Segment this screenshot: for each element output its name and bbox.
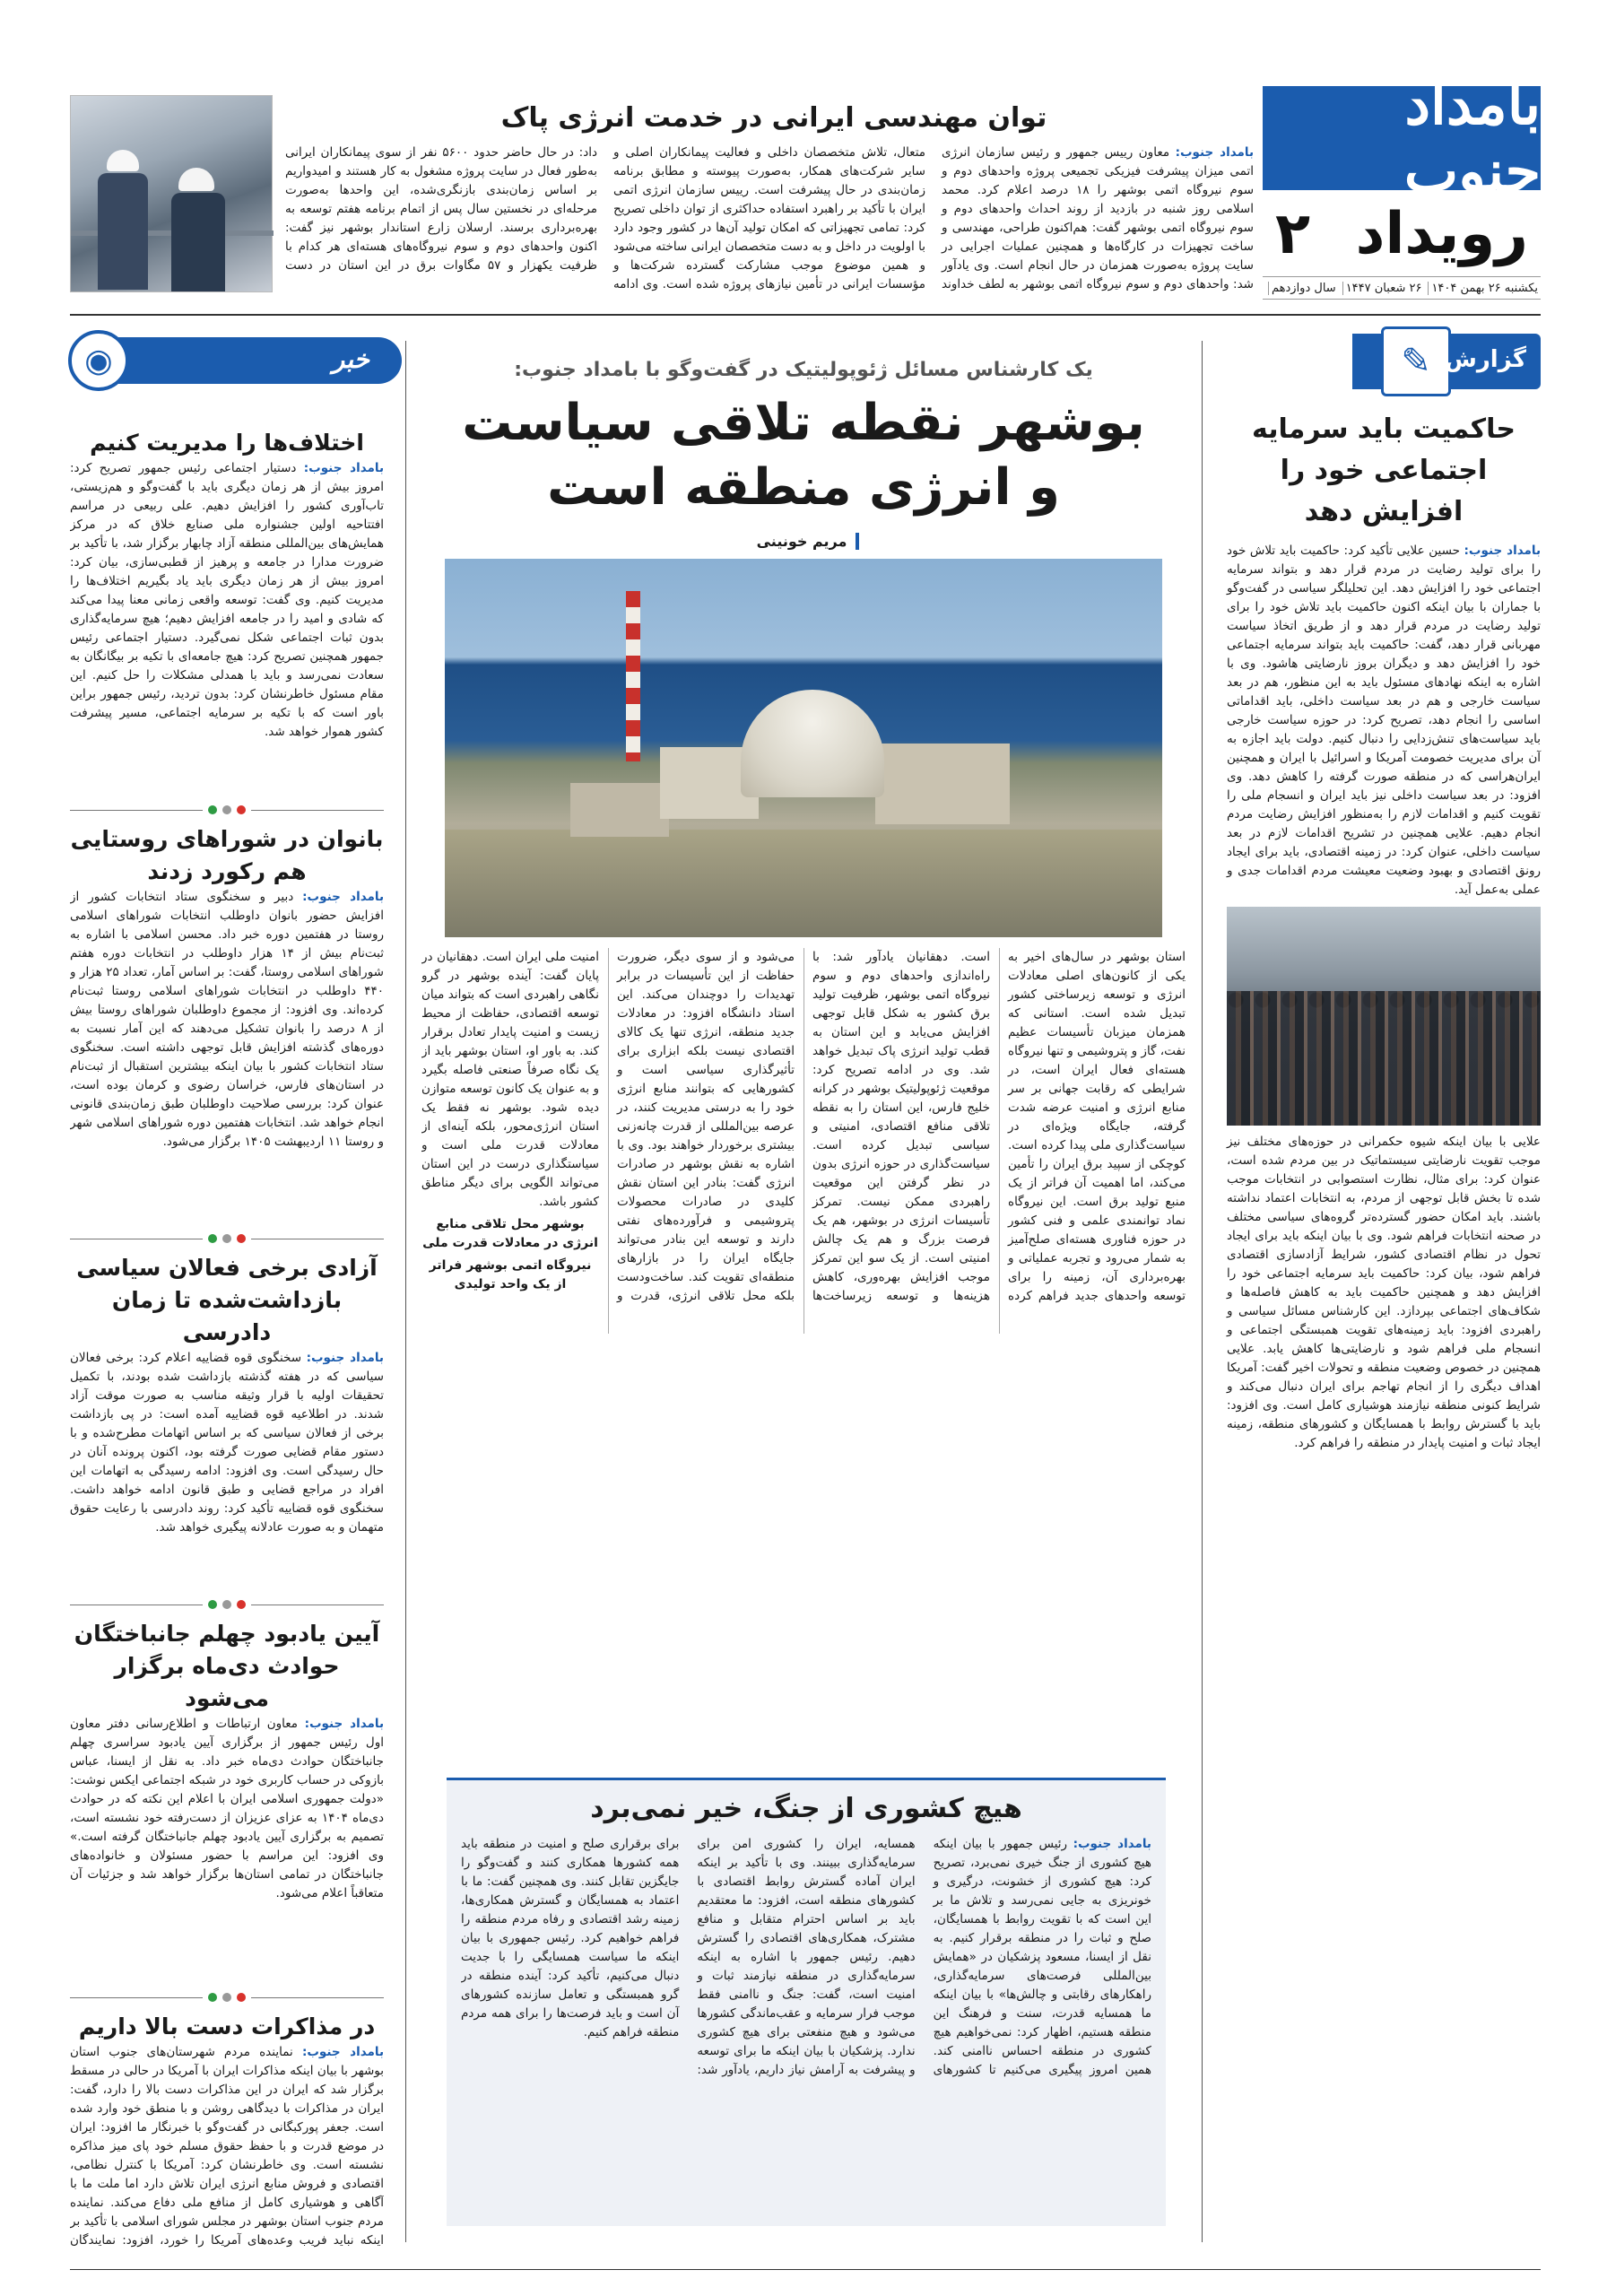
news-text-5: نماینده مردم شهرستان‌های جنوب استان بوشهر با بیان اینکه مذاکرات ایران با آمریکا در حالی در مسقط برگزار شد که ایران در این مذاکرات دست بالا را دارد، گفت: ایران در مذاکرات با دیدگاهی روشن و با منطق خود وارد شده است. جعفر پورکبگانی در گفت‌وگو با خبرنگار ما افزود: ایران در موضع قدرت و با حفظ حقوق مسلم خود پای میز مذاکره نشسته است. وی خاطرنشان کرد: آمریکا با کنترل نظامی، اقتصادی و فروش منابع انرژی ایران تلاش دارد اما ملت ما با آگاهی و هوشیاری کامل از منافع ملی دفاع می‌کند. نماینده مردم جنوب استان بوشهر در مجلس شورای اسلامی با تأکید بر اینکه نباید فریب وعده‌های آمریکا را خورد، افزود: نمایندگان (70, 2045, 384, 2248)
reactor-dome-graphic (741, 690, 884, 797)
news-label: خبر (332, 344, 369, 374)
report-column (1227, 409, 1541, 1453)
section-name: رویداد (1355, 201, 1528, 267)
header-divider (70, 314, 1541, 316)
news-lead-2: بامداد جنوب: (302, 890, 384, 904)
news-text-2: دبیر و سخنگوی ستاد انتخابات کشور از افزایش حضور بانوان داوطلب انتخابات شوراهای اسلامی روستا در هفتمین دوره خبر داد. محسن اسلامی با اشاره به ثبت‌نام بیش از ۱۴ هزار داوطلب در انتخابات دوره هفتم شوراهای اسلامی روستا، گفت: بر اساس آمار، تعداد ۲۵ هزار و ۴۴۰ داوطلب در انتخابات شوراهای اسلامی روستا ثبت‌نام کرده‌اند. وی افزود: از مجموع داوطلبان شوراهای روستا بیش از ۸ درصد را بانوان تشکیل می‌دهند که این آمار نسبت به دوره‌های گذشته افزایش قابل توجهی داشته است. سخنگوی ستاد انتخابات کشور با بیان اینکه بیشترین استقبال از ثبت‌نام در استان‌های فارس، خراسان رضوی و کرمان بوده است، عنوان کرد: بررسی صلاحیت داوطلبان طبق زمان‌بندی قانونی انجام خواهد شد. انتخابات هفتمین دوره شوراهای اسلامی شهر و روستا ۱۱ اردیبهشت ۱۴۰۵ برگزار می‌شود. (70, 890, 384, 1149)
boxed-story-lead: بامداد جنوب: (1073, 1837, 1151, 1851)
news-body-4 (70, 1715, 384, 1984)
volume-year: سال دوازدهم (1268, 282, 1339, 295)
report-badge (1352, 334, 1541, 389)
news-lead-1: بامداد جنوب: (303, 461, 384, 475)
news-lead-4: بامداد جنوب: (304, 1717, 384, 1731)
news-text-3: سخنگوی قوه قضاییه اعلام کرد: برخی فعالان سیاسی که در هفته گذشته بازداشت شده بودند، با تکمیل تحقیقات اولیه با قرار وثیقه مناسب به صورت موقت آزاد شدند. در اطلاعیه قوه قضاییه آمده است: در پی بازداشت برخی از فعالان سیاسی که بر اساس اتهامات مطرح‌شده و با دستور مقام قضایی صورت گرفته بود، اکنون پرونده آنان در حال رسیدگی است. وی افزود: ادامه رسیدگی به اتهامات این افراد در مراجع قضایی و طبق قانون ادامه خواهد داشت. سخنگوی قوه قضاییه تأکید کرد: روند دادرسی با رعایت حقوق متهمان و به صورت عادلانه پیگیری خواهد شد. (70, 1351, 384, 1535)
news-title-4[interactable]: آیین یادبود چهلم جانباختگان حوادث دی‌ماه برگزار می‌شود (74, 1621, 380, 1711)
page-number: ۲ (1275, 201, 1311, 267)
top-story-lead: بامداد جنوب: (1175, 145, 1254, 160)
top-story-title[interactable]: توان مهندسی ایرانی در خدمت انرژی پاک (500, 102, 1047, 134)
news-lead-3: بامداد جنوب: (306, 1351, 384, 1365)
section-separator (70, 802, 384, 818)
report-body-1 (1227, 542, 1541, 900)
section-separator (70, 1231, 384, 1247)
column-rule-right (1202, 341, 1203, 2242)
column-rule-left (405, 341, 406, 2242)
boxed-story-body (461, 1835, 1151, 2212)
feature-subhead-2: نیروگاه اتمی بوشهر فراتر از یک واحد تولیدی (429, 1258, 592, 1292)
headline-line-1: بوشهر نقطه تلاقی سیاست (462, 394, 1145, 452)
report-label: گزارش (1444, 346, 1526, 373)
report-body-2: علایی با بیان اینکه شیوه حکمرانی در حوزه‌های مختلف نیز موجب تقویت نارضایتی سیستماتیک در بین مردم شده است، عنوان کرد: برای مثال، نظارت استصوابی در انتخابات موجب شده تا بخش قابل توجهی از مردم، به انتخابات اعتماد نداشته باشند. باید امکان حضور گسترده‌تر گروه‌های سیاسی مختلف در صحنه انتخابات فراهم شود. وی با بیان اینکه باید برای ایجاد تحول در نظام اقتصادی کشور، شرایط آزادسازی اقتصادی فراهم شود، بیان کرد: حاکمیت باید سرمایه اجتماعی خود را افزایش دهد و همچنین حاکمیت باید به کاهش فاصله‌ها و شکاف‌های اجتماعی بپردازد. این کارشناس مسائل سیاسی و راهبردی افزود: باید زمینه‌های تقویت همبستگی اجتماعی و انسجام ملی فراهم شود و نارضایتی‌ها کاهش یابد. علایی همچنین در خصوص وضعیت منطقه و تحولات اخیر گفت: آمریکا اهداف دیگری را از انجام تهاجم برای ایران دنبال می‌کند و شرایط کنونی منطقه نیازمند هوشیاری کامل است. وی افزود: باید با گسترش روابط با همسایگان و کشورهای منطقه، زمینه ایجاد ثبات و امنیت پایدار در منطقه را فراهم کرد. (1227, 1135, 1541, 1450)
chimney-graphic (626, 591, 640, 761)
news-body-1 (70, 459, 384, 796)
report-lead: بامداد جنوب: (1464, 544, 1542, 558)
section-separator (70, 1989, 384, 2005)
boxed-story-title[interactable]: هیچ کشوری از جنگ، خیر نمی‌برد (590, 1793, 1022, 1824)
feature-headline[interactable] (421, 391, 1186, 520)
feature-article (421, 359, 1186, 1334)
feature-body (421, 948, 1186, 1334)
news-text-4: معاون ارتباطات و اطلاع‌رسانی دفتر معاون اول رئیس جمهور از برگزاری آیین یادبود سراسری چهلم جانباختگان حوادث دی‌ماه خبر داد. به نقل از ایسنا، عباس بازوکی در حساب کاربری خود در شبکه اجتماعی ایکس نوشت: «دولت جمهوری اسلامی ایران با اعلام این نکته که در حوادث دی‌ماه ۱۴۰۴ به عزای عزیزان از دست‌رفته خود نشسته است، تصمیم به برگزاری آیین یادبود چهلم جانباختگان گرفته است.» وی افزود: این مراسم با حضور مسئولان و خانواده‌های جانباختگان در تمامی استان‌ها برگزار خواهد شد و جزئیات آن متعاقباً اعلام می‌شود. (70, 1717, 384, 1900)
top-story-body: معاون رییس جمهور و رئیس سازمان انرژی اتمی میزان پیشرفت فیزیکی تجمیعی پروژه واحدهای دوم و سوم نیروگاه اتمی بوشهر را ۱۸ درصد اعلام کرد. محمد اسلامی روز شنبه در بازدید از روند احداث واحدهای دوم و سوم نیروگاه اتمی بوشهر گفت: هم‌اکنون طراحی، مهندسی و ساخت تجهیزات در کارگاه‌ها و همچنین عملیات اجرایی در سایت پروژه به‌صورت همزمان در حال انجام است. وی یادآور شد: واحدهای دوم و سوم نیروگاه اتمی بوشهر به لطف خداوند متعال، تلاش متخصصان داخلی و فعالیت پیمانکاران اصلی و سایر شرکت‌های همکار، به‌صورت پیوسته و مطابق برنامه زمان‌بندی در حال پیشرفت است. رییس سازمان انرژی اتمی ایران با تأکید بر راهبرد استفاده حداکثری از توان داخلی تصریح کرد: تمامی تجهیزاتی که امکان تولید آن‌ها در کشور وجود دارد با اولویت در داخل و به دست متخصصان ایرانی ساخته می‌شود و همین موضوع موجب مشارکت گسترده شرکت‌ها و مؤسسات ایرانی در تأمین نیازهای پروژه شده است. وی ادامه داد: در حال حاضر حدود ۵۶۰۰ نفر از سوی پیمانکاران ایرانی به‌طور فعال در سایت پروژه مشغول به کار هستند و امیدواریم بر اساس زمان‌بندی بازنگری‌شده، این واحدها به‌صورت مرحله‌ای در نخستین سال پس از اتمام برنامه هفتم توسعه به بهره‌برداری برسند. ارسلان زارع استاندار بوشهر نیز گفت: اکنون واحدهای دوم و سوم نیروگاه‌های هسته‌ای هر کدام با ظرفیت یکهزار و ۵۷ مگاوات برق در این استان در دست (285, 145, 1254, 291)
author-name: مریم خونینی (748, 533, 860, 550)
date-hijri: ۲۶ شعبان ۱۴۴۷ (1342, 282, 1425, 295)
crowd-photo (1227, 907, 1541, 1126)
issue-number (1263, 282, 1264, 295)
section-separator (70, 1596, 384, 1613)
news-badge (70, 337, 402, 384)
date-weekday: یکشنبه ۲۶ بهمن ۱۴۰۴ (1428, 282, 1541, 295)
news-title-5[interactable]: در مذاکرات دست بالا داریم (78, 2013, 376, 2039)
news-title-2[interactable]: بانوان در شوراهای روستایی هم رکورد زدند (70, 826, 384, 884)
footer-rule (70, 2269, 1541, 2270)
report-title[interactable]: حاکمیت باید سرمایه اجتماعی خود را افزایش دهد (1252, 413, 1516, 527)
feature-subhead-1: بوشهر محل تلاقی منابع انرژی در معادلات قدرت ملی (422, 1217, 598, 1250)
news-title-3[interactable]: آزادی برخی فعالان سیاسی بازداشت‌شده تا زمان دادرسی (76, 1255, 378, 1345)
masthead (1263, 71, 1541, 298)
news-title-1[interactable]: اختلاف‌ها را مدیریت کنیم (90, 430, 364, 456)
notepad-icon: ✎ (1381, 326, 1451, 396)
feature-kicker: یک کارشناس مسائل ژئوپولیتیک در گفت‌وگو با بامداد جنوب: (514, 359, 1093, 381)
top-story (70, 86, 1254, 298)
news-body-3 (70, 1349, 384, 1591)
boxed-story (447, 1778, 1166, 2226)
boxed-story-text: رئیس جمهور با بیان اینکه هیچ کشوری از جنگ خیری نمی‌برد، تصریح کرد: هیچ کشوری از خشونت، درگیری و خونریزی به جایی نمی‌رسد و تلاش ما بر این است که با تقویت روابط با همسایگان، صلح و ثبات را در منطقه برقرار کنیم. به نقل از ایسنا، مسعود پزشکیان در «همایش بین‌المللی فرصت‌های سرمایه‌گذاری، راهکارهای رقابتی و چالش‌ها» با بیان اینکه ما همسایه قدرت، سنت و فرهنگ این منطقه هستیم، اظهار کرد: نمی‌خواهیم هیچ کشوری در منطقه احساس ناامنی کند. همین امروز پیگیری می‌کنیم تا کشورهای همسایه، ایران را کشوری امن برای سرمایه‌گذاری ببینند. وی با تأکید بر اینکه ایران آماده گسترش روابط اقتصادی با کشورهای منطقه است، افزود: ما معتقدیم باید بر اساس احترام متقابل و منافع مشترک، همکاری‌های اقتصادی را گسترش دهیم. رئیس جمهور با اشاره به اینکه سرمایه‌گذاری در منطقه نیازمند ثبات و امنیت است، گفت: جنگ و ناامنی فقط موجب فرار سرمایه و عقب‌ماندگی کشورها می‌شود و هیچ منفعتی برای هیچ کشوری ندارد. پزشکیان با بیان اینکه ما برای توسعه و پیشرفت به آرامش نیاز داریم، یادآور شد: برای برقراری صلح و امنیت در منطقه باید همه کشورها همکاری کنند و گفت‌وگو را جایگزین تقابل کنند. وی همچنین گفت: ما با اعتماد به همسایگان و گسترش همکاری‌ها، زمینه رشد اقتصادی و رفاه مردم منطقه را فراهم خواهیم کرد. رئیس جمهوری با بیان اینکه ما سیاست همسایگی را با جدیت دنبال می‌کنیم، تأکید کرد: آینده منطقه در گرو همبستگی و تعامل سازنده کشورهای آن است و باید فرصت‌ها را برای همه مردم منطقه فراهم کنیم. (461, 1837, 1151, 2077)
news-column (70, 409, 384, 2249)
engineers-photo (70, 95, 273, 292)
top-story-text (285, 144, 1254, 294)
headline-line-2: و انرژی منطقه است (547, 458, 1060, 517)
report-text-1: حسین علایی تأکید کرد: حاکمیت باید تلاش خود را برای تولید رضایت در مردم قرار دهد و بتواند سرمایه اجتماعی خود را افزایش دهد. این تحلیلگر سیاسی در گفت‌وگو با جماران با بیان اینکه اکنون حاکمیت باید تلاش خود را برای تولید رضایت در مردم قرار دهد و از طریق اتخاذ سیاست مهربانی قرار دهد، گفت: حاکمیت باید بتواند سرمایه اجتماعی خود را افزایش دهد و دیگران بروز نارضایتی هاشود. وی با اشاره به اینکه نهادهای مسئول باید به این منظور، هم در بعد سیاست خارجی و هم در بعد سیاست داخلی، باید اقداماتی اساسی را انجام دهد، تصریح کرد: در حوزه سیاست خارجی باید سیاست‌های تنش‌زدایی را دنبال کنیم. دولت باید اجازه به آن برای مدیریت خصومت آمریکا و اسرائیل با ایران و همچنین ایران‌هراسی که در منطقه صورت گرفته را کاهش دهد. وی افزود: در بعد سیاست داخلی نیز باید ایران و انسجام ملی را تقویت کنیم و اقدامات لازم را به‌منظور افزایش رضایت مردم انجام دهیم. علایی همچنین در تشریح اقدامات لازم در بعد سیاست داخلی، عنوان کرد: در زمینه اقتصادی، باید برای ایجاد رونق اقتصادی و بهبود وضعیت معیشت مردم اقدامات جدی و عملی به‌عمل آید. (1227, 544, 1541, 897)
globe-icon: ◉ (68, 330, 129, 391)
dateline (1263, 276, 1541, 300)
byline (421, 533, 1186, 550)
news-text-1: دستیار اجتماعی رئیس جمهور تصریح کرد: امروز بیش از هر زمان دیگری باید با گفت‌وگو و هم‌زیستی، تاب‌آوری کشور را افزایش دهیم. علی ربیعی در مراسم افتتاحیه اولین جشنواره ملی صنایع خلاق که در مرکز همایش‌های بین‌المللی منطقه آزاد چابهار برگزار شد، با تأکید بر ضرورت مدارا در جامعه و پرهیز از قطبی‌سازی، بیان کرد: امروز بیش از هر زمان دیگری باید یاد بگیریم اختلاف‌ها را مدیریت کنیم. وی گفت: توسعه واقعی زمانی معنا پیدا می‌کند که شادی و امید را در جامعه افزایش دهیم؛ هیچ سرمایه‌گذاری بدون ثبات اجتماعی شکل نمی‌گیرد. دستیار اجتماعی رئیس جمهور همچنین تصریح کرد: هیچ جامعه‌ای با تکیه بر بیگانگان به سعادت نمی‌رسد و باید با همدلی مشکلات را حل کنیم. این مقام مسئول خاطرنشان کرد: بدون تردید، رئیس جمهور براین باور است که با تکیه بر سرمایه اجتماعی، مسیر پیشرفت کشور هموار خواهد شد. (70, 461, 384, 739)
nuclear-plant-photo (445, 559, 1162, 937)
section-title (1263, 196, 1541, 273)
news-body-5 (70, 2043, 384, 2249)
newspaper-logo[interactable]: بامداد جنوب (1263, 86, 1541, 190)
news-lead-5: بامداد جنوب: (301, 2045, 384, 2059)
news-body-2 (70, 888, 384, 1225)
feature-text: استان بوشهر در سال‌های اخیر به یکی از کانون‌های اصلی معادلات انرژی و توسعه زیرساختی کشور تبدیل شده است. استانی که همزمان میزبان تأسیسات عظیم نفت، گاز و پتروشیمی و تنها نیروگاه هسته‌ای فعال ایران است، در شرایطی که رقابت جهانی بر سر منابع انرژی و امنیت عرضه شدت گرفته، جایگاه ویژه‌ای در سیاست‌گذاری ملی پیدا کرده است. کوچکی از سپید برق ایران را تأمین می‌کند، اما اهمیت آن فراتر از یک منبع تولید برق است. این نیروگاه نماد توانمندی علمی و فنی کشور در حوزه فناوری هسته‌ای صلح‌آمیز به شمار می‌رود و تجربه عملیاتی و بهره‌برداری آن، زمینه را برای توسعه واحدهای جدید فراهم کرده است. دهقانیان یادآور شد: با راه‌اندازی واحدهای دوم و سوم نیروگاه اتمی بوشهر، ظرفیت تولید برق کشور به شکل قابل توجهی افزایش می‌یابد و این استان به قطب تولید انرژی پاک تبدیل خواهد شد. وی در ادامه تصریح کرد: موقعیت ژئوپولیتیک بوشهر در کرانه خلیج فارس، این استان را به نقطه تلاقی منافع اقتصادی، امنیتی و سیاسی تبدیل کرده است. سیاست‌گذاری در حوزه انرژی بدون در نظر گرفتن این موقعیت راهبردی ممکن نیست. تمرکز تأسیسات انرژی در بوشهر، هم یک فرصت بزرگ و هم یک چالش امنیتی است. از یک سو این تمرکز موجب افزایش بهره‌وری، کاهش هزینه‌ها و توسعه زیرساخت‌ها می‌شود و از سوی دیگر، ضرورت حفاظت از این تأسیسات در برابر تهدیدات را دوچندان می‌کند. این استاد دانشگاه افزود: در معادلات جدید منطقه، انرژی تنها یک کالای اقتصادی نیست بلکه ابزاری برای تأثیرگذاری سیاسی است و کشورهایی که بتوانند منابع انرژی خود را به درستی مدیریت کنند، در عرصه بین‌المللی از قدرت چانه‌زنی بیشتری برخوردار خواهند بود. وی با اشاره به نقش بوشهر در صادرات انرژی گفت: بنادر این استان نقش کلیدی در صادرات محصولات پتروشیمی و فرآورده‌های نفتی دارند و توسعه این بنادر می‌تواند جایگاه ایران را در بازارهای منطقه‌ای تقویت کند. ساخت‌ودست بلکه محل تلاقی انرژی، قدرت و امنیت ملی ایران است. دهقانیان در پایان گفت: آینده بوشهر در گرو نگاهی راهبردی است که بتواند میان توسعه اقتصادی، حفاظت از محیط زیست و امنیت پایدار تعادل برقرار کند. به باور او، استان بوشهر باید از یک نگاه صرفاً صنعتی فاصله بگیرد و به عنوان یک کانون توسعه متوازن دیده شود. بوشهر نه فقط یک استان انرژی‌محور، بلکه آینه‌ای از معادلات قدرت ملی است و سیاستگذاری درست در این استان می‌تواند الگویی برای دیگر مناطق کشور باشد. (421, 950, 1186, 1303)
